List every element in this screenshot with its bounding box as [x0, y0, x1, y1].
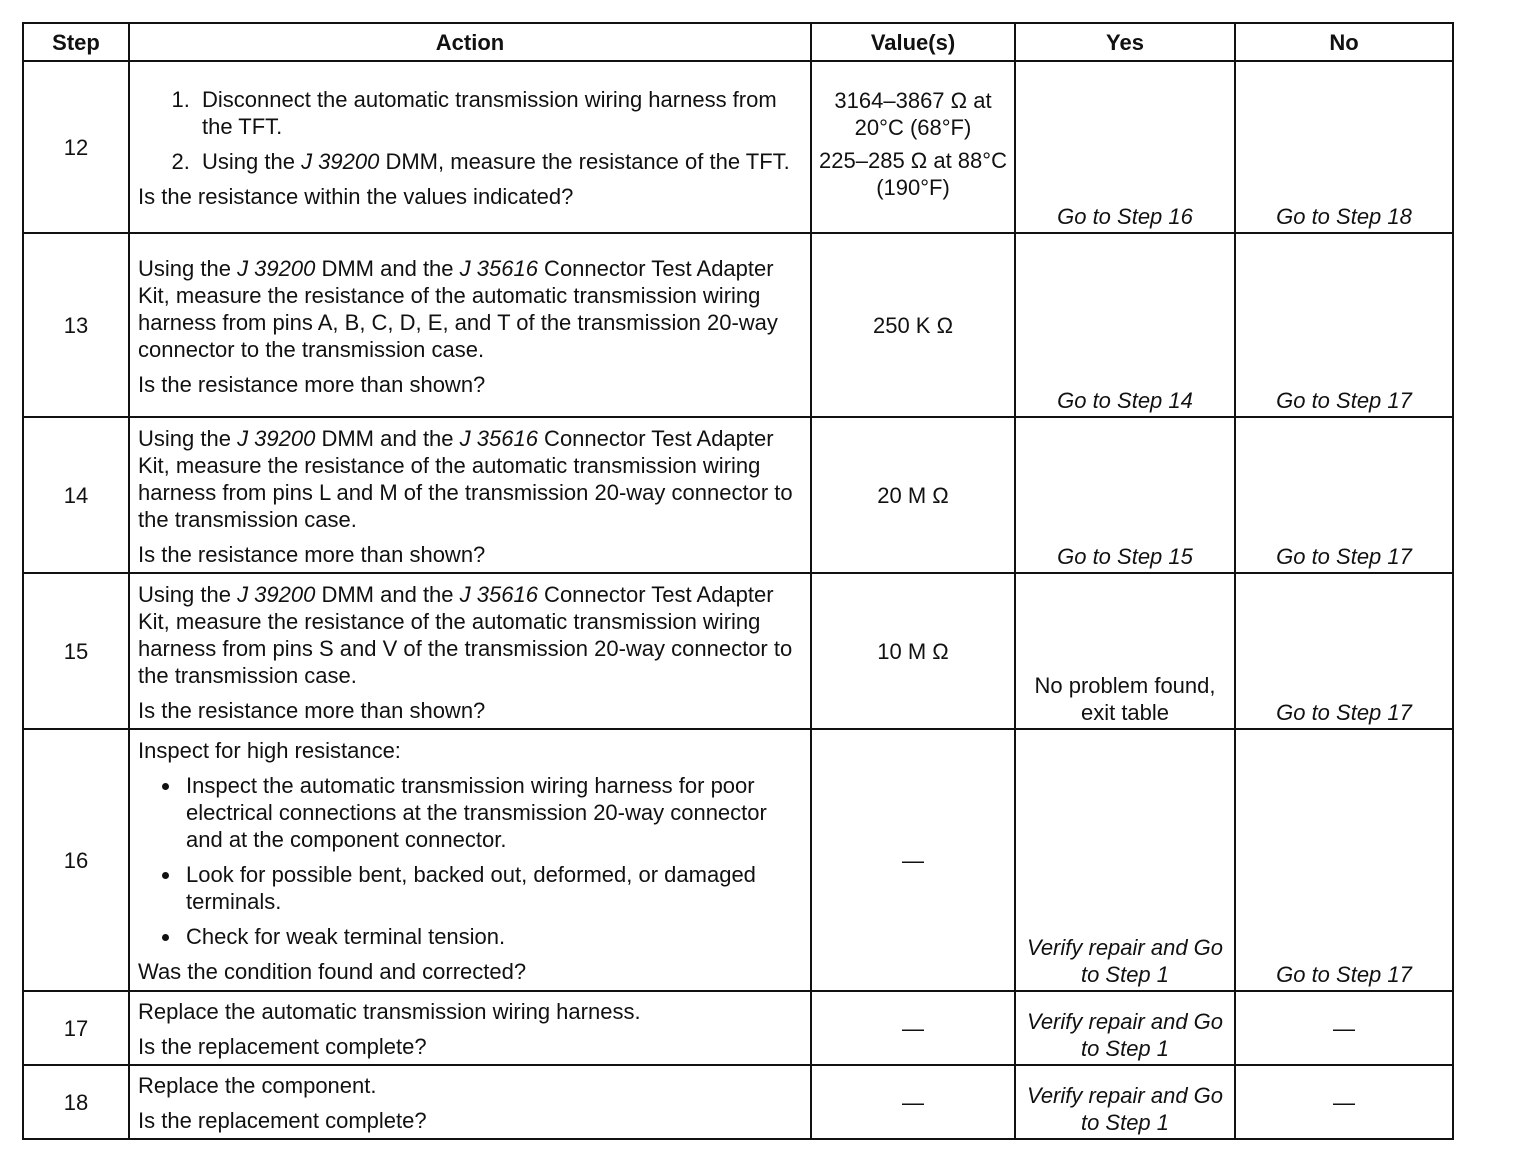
yes-cell: Go to Step 16	[1015, 61, 1235, 233]
yes-cell: No problem found, exit table	[1015, 573, 1235, 729]
value-cell: —	[811, 729, 1015, 991]
yes-cell: Verify repair and Go to Step 1	[1015, 1065, 1235, 1139]
table-row	[23, 991, 1453, 1065]
no-cell: Go to Step 18	[1235, 61, 1453, 233]
tool-name: J 39200	[301, 149, 380, 174]
step-number: 14	[23, 417, 129, 573]
no-cell: Go to Step 17	[1235, 233, 1453, 417]
no-cell: Go to Step 17	[1235, 417, 1453, 573]
tool-name: J 35616	[459, 581, 538, 607]
action-cell	[129, 1065, 811, 1139]
question: Is the replacement complete?	[138, 1108, 427, 1133]
tool-name: J 39200	[237, 255, 316, 281]
header-values: Value(s)	[811, 23, 1015, 61]
action-steps-list	[138, 86, 802, 175]
action-cell	[129, 573, 811, 729]
list-item: • Inspect the automatic transmission wiring harness for poor electrical connections at the transmission 20-way connector and at the component connector.	[182, 772, 802, 853]
header-step: Step	[23, 23, 129, 61]
value-cell: 250 K Ω	[811, 233, 1015, 417]
tool-name: J 35616	[459, 255, 538, 281]
action-text: Using the J 39200 DMM and the J 35616 Connector Test Adapter Kit, measure the resistance of the automatic transmission wiring harness from pins S and V of the transmission 20-way connector to the transmission case.	[138, 581, 793, 688]
action-cell	[129, 61, 811, 233]
table-row	[23, 61, 1453, 233]
value-cell: 10 M Ω	[811, 573, 1015, 729]
inspection-list	[138, 772, 802, 950]
list-item: • Look for possible bent, backed out, deformed, or damaged terminals.	[182, 861, 802, 915]
no-cell: Go to Step 17	[1235, 729, 1453, 991]
diagnostic-table	[22, 22, 1454, 1140]
step-number: 18	[23, 1065, 129, 1139]
value-cell: —	[811, 1065, 1015, 1139]
header-no: No	[1235, 23, 1453, 61]
no-cell: —	[1235, 1065, 1453, 1139]
table-row	[23, 417, 1453, 573]
table-row	[23, 233, 1453, 417]
no-cell: —	[1235, 991, 1453, 1065]
value-cell	[811, 61, 1015, 233]
step-number: 13	[23, 233, 129, 417]
yes-cell: Verify repair and Go to Step 1	[1015, 729, 1235, 991]
question: Was the condition found and corrected?	[138, 959, 527, 984]
action-text: Using the J 39200 DMM and the J 35616 Connector Test Adapter Kit, measure the resistance of the automatic transmission wiring harness from pins A, B, C, D, E, and T of the transmission 20-way connector to the transmission case.	[138, 255, 778, 362]
action-text: Using the J 39200 DMM and the J 35616 Connector Test Adapter Kit, measure the resistance of the automatic transmission wiring harness from pins L and M of the transmission 20-way connector to the transmission case.	[138, 425, 793, 532]
yes-cell: Go to Step 14	[1015, 233, 1235, 417]
table-row	[23, 729, 1453, 991]
question: Is the resistance more than shown?	[138, 541, 486, 567]
question: Is the replacement complete?	[138, 1034, 427, 1059]
yes-cell: Verify repair and Go to Step 1	[1015, 991, 1235, 1065]
action-intro: Inspect for high resistance:	[138, 738, 401, 763]
question: Is the resistance more than shown?	[138, 371, 486, 397]
question: Is the resistance within the values indicated?	[138, 184, 574, 209]
question: Is the resistance more than shown?	[138, 697, 486, 723]
header-yes: Yes	[1015, 23, 1235, 61]
header-action: Action	[129, 23, 811, 61]
value-text: 3164–3867 Ω at 20°C (68°F)	[834, 88, 992, 140]
action-step: 2. Using the J 39200 DMM, measure the resistance of the TFT.	[196, 148, 802, 175]
value-text: 225–285 Ω at 88°C (190°F)	[819, 148, 1007, 200]
action-cell	[129, 417, 811, 573]
tool-name: J 39200	[237, 425, 316, 451]
action-cell	[129, 991, 811, 1065]
action-intro: Replace the component.	[138, 1073, 377, 1098]
step-number: 12	[23, 61, 129, 233]
list-item: • Check for weak terminal tension.	[182, 923, 802, 950]
header-row	[23, 23, 1453, 61]
value-cell: 20 M Ω	[811, 417, 1015, 573]
action-intro: Replace the automatic transmission wiring harness.	[138, 999, 641, 1024]
tool-name: J 39200	[237, 581, 316, 607]
table-row	[23, 573, 1453, 729]
value-cell: —	[811, 991, 1015, 1065]
action-cell	[129, 233, 811, 417]
action-cell	[129, 729, 811, 991]
step-number: 15	[23, 573, 129, 729]
step-number: 16	[23, 729, 129, 991]
step-number: 17	[23, 991, 129, 1065]
tool-name: J 35616	[459, 425, 538, 451]
yes-cell: Go to Step 15	[1015, 417, 1235, 573]
no-cell: Go to Step 17	[1235, 573, 1453, 729]
table-row	[23, 1065, 1453, 1139]
action-step: 1. Disconnect the automatic transmission wiring harness from the TFT.	[196, 86, 802, 140]
